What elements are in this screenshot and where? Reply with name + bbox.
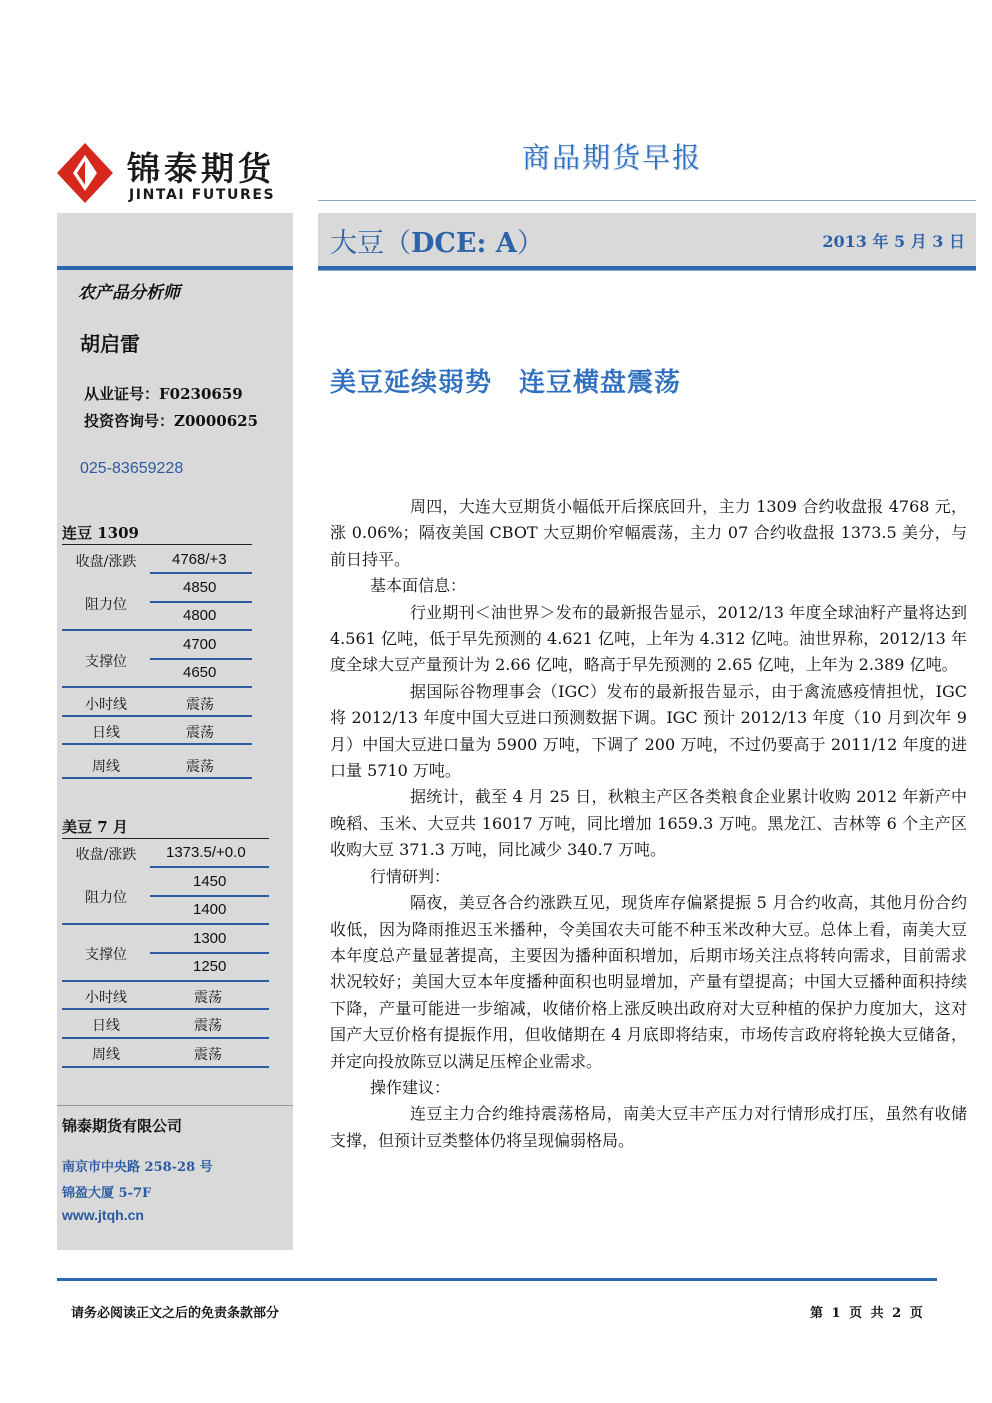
sidebar-accent-bar	[57, 266, 293, 270]
dalian-resistance-label: 阻力位	[85, 597, 127, 613]
table-rule	[62, 777, 252, 779]
company-address-line1: 南京市中央路 258-28 号	[62, 1160, 213, 1175]
us-support-2: 1250	[193, 958, 227, 975]
dalian-support-label: 支撑位	[85, 654, 127, 670]
dalian-title-rule	[62, 544, 252, 545]
article-body	[330, 494, 967, 1154]
us-support-label: 支撑位	[85, 947, 127, 963]
dalian-support-1: 4700	[183, 636, 217, 653]
logo-chinese-name: 锦泰期货	[127, 149, 275, 188]
table-rule	[62, 1066, 269, 1068]
dalian-support-2: 4650	[183, 664, 217, 681]
dalian-resistance-2: 4800	[183, 607, 217, 624]
table-rule	[150, 895, 269, 897]
table-rule	[62, 629, 252, 631]
dalian-weekly-value: 震荡	[186, 759, 214, 775]
commodity-title	[330, 221, 544, 260]
article-headline: 美豆延续弱势 连豆横盘震荡	[330, 368, 682, 398]
header-divider	[318, 200, 976, 201]
dalian-hourly-label: 小时线	[85, 697, 127, 713]
us-resistance-1: 1450	[193, 873, 227, 890]
company-divider	[57, 1105, 293, 1106]
table-rule	[150, 658, 252, 660]
logo-english-name: JINTAI FUTURES	[129, 187, 276, 203]
dalian-resistance-1: 4850	[183, 579, 217, 596]
license-number: 从业证号：F0230659	[84, 385, 243, 403]
dalian-daily-label: 日线	[92, 725, 120, 741]
table-rule	[62, 923, 269, 925]
consult-number: 投资咨询号：Z0000625	[84, 412, 259, 430]
footer-disclaimer: 请务必阅读正文之后的免责条款部分	[71, 1306, 280, 1321]
us-support-1: 1300	[193, 930, 227, 947]
us-title-rule	[62, 838, 269, 839]
table-rule	[150, 952, 269, 954]
company-website[interactable]: www.jtqh.cn	[62, 1207, 144, 1223]
commodity-prefix: 大豆（	[330, 228, 411, 259]
table-rule	[62, 1037, 269, 1039]
jintai-logo-icon	[57, 143, 113, 203]
table-rule	[62, 1008, 269, 1010]
dalian-hourly-value: 震荡	[186, 697, 214, 713]
company-logo	[57, 143, 297, 205]
footer-divider	[57, 1278, 937, 1281]
us-weekly-label: 周线	[92, 1047, 120, 1063]
table-rule	[62, 686, 252, 688]
us-weekly-value: 震荡	[194, 1047, 222, 1063]
table-rule	[150, 601, 252, 603]
us-daily-label: 日线	[92, 1018, 120, 1034]
us-resistance-2: 1400	[193, 901, 227, 918]
article-paragraph: 据统计，截至 4 月 25 日，秋粮主产区各类粮食企业累计收购 2012 年新产中晚稻、玉米、大豆共 16017 万吨，同比增加 1659.3 万吨。黑龙江、吉林等 6 个主产区收购大豆 371.3 万吨，同比减少 340.7 万吨。	[330, 787, 967, 860]
us-close-label: 收盘/涨跌	[75, 847, 137, 863]
section-heading-advice: 操作建议：	[370, 1077, 451, 1097]
us-hourly-label: 小时线	[85, 990, 127, 1006]
page-number: 第 1 页 共 2 页	[810, 1306, 923, 1321]
company-name: 锦泰期货有限公司	[62, 1117, 183, 1135]
table-rule	[150, 866, 269, 868]
dalian-title: 连豆 1309	[62, 524, 139, 542]
analyst-label: 农产品分析师	[78, 283, 180, 303]
us-hourly-value: 震荡	[194, 990, 222, 1006]
commodity-code: DCE: A	[411, 228, 517, 259]
us-title: 美豆 7 月	[62, 818, 128, 836]
article-paragraph: 隔夜，美豆各合约涨跌互见，现货库存偏紧提振 5 月合约收高，其他月份合约收低，因为降雨推迟玉米播种，令美国农夫可能不种玉米改种大豆。总体上看，南美大豆本年度总产量显著提高，主要因为播种面积增加，后期市场关注点将转向需求，目前需求状况较好；美国大豆本年度播种面积也明显增加，产量有望提高；中国大豆播种面积持续下降，产量可能进一步缩减，收储价格上涨反映出政府对大豆种植的保护力度加大，这对国产大豆价格有提振作用，但收储期在 4 月底即将结束，市场传言政府将轮换大豆储备，并定向投放陈豆以满足压榨企业需求。	[330, 893, 967, 1071]
article-paragraph: 连豆主力合约维持震荡格局，南美大豆丰产压力对行情形成打压，虽然有收储支撑，但预计豆类整体仍将呈现偏弱格局。	[330, 1104, 967, 1150]
report-date: 2013 年 5 月 3 日	[822, 232, 965, 251]
commodity-suffix: ）	[516, 228, 544, 259]
section-heading-outlook: 行情研判：	[370, 866, 451, 886]
table-rule	[62, 980, 269, 982]
section-heading-fundamentals: 基本面信息：	[370, 576, 467, 596]
article-paragraph: 据国际谷物理事会（IGC）发布的最新报告显示，由于禽流感疫情担忧，IGC 将 2012/13 年度中国大豆进口预测数据下调。IGC 预计 2012/13 年度（10 月到次年 9 月）中国大豆进口量为 5900 万吨，下调了 200 万吨，不过仍要高于 2011/12 年度的进口量 5710 万吨。	[330, 681, 967, 781]
company-address-line2: 锦盈大厦 5-7F	[62, 1186, 152, 1201]
banner-divider	[318, 270, 976, 271]
dalian-weekly-label: 周线	[92, 759, 120, 775]
table-rule	[150, 572, 252, 574]
dalian-daily-value: 震荡	[186, 725, 214, 741]
us-close-value: 1373.5/+0.0	[166, 844, 246, 861]
us-resistance-label: 阻力位	[85, 890, 127, 906]
report-title: 商品期货早报	[522, 141, 703, 174]
analyst-phone: 025-83659228	[80, 460, 184, 477]
table-rule	[62, 715, 252, 717]
article-paragraph: 行业期刊＜油世界＞发布的最新报告显示，2012/13 年度全球油籽产量将达到 4.561 亿吨，低于早先预测的 4.621 亿吨，上年为 4.312 亿吨。油世界称，2012/13 年度全球大豆产量预计为 2.66 亿吨，略高于早先预测的 2.65 亿吨，上年为 2.389 亿吨。	[330, 602, 967, 675]
us-daily-value: 震荡	[194, 1018, 222, 1034]
table-rule	[62, 743, 252, 745]
dalian-close-value: 4768/+3	[172, 551, 227, 568]
dalian-close-label: 收盘/涨跌	[75, 554, 137, 570]
article-paragraph: 周四，大连大豆期货小幅低开后探底回升，主力 1309 合约收盘报 4768 元，涨 0.06%；隔夜美国 CBOT 大豆期价窄幅震荡，主力 07 合约收盘报 1373.5 美分，与前日持平。	[330, 497, 967, 569]
analyst-name: 胡启雷	[80, 332, 140, 356]
